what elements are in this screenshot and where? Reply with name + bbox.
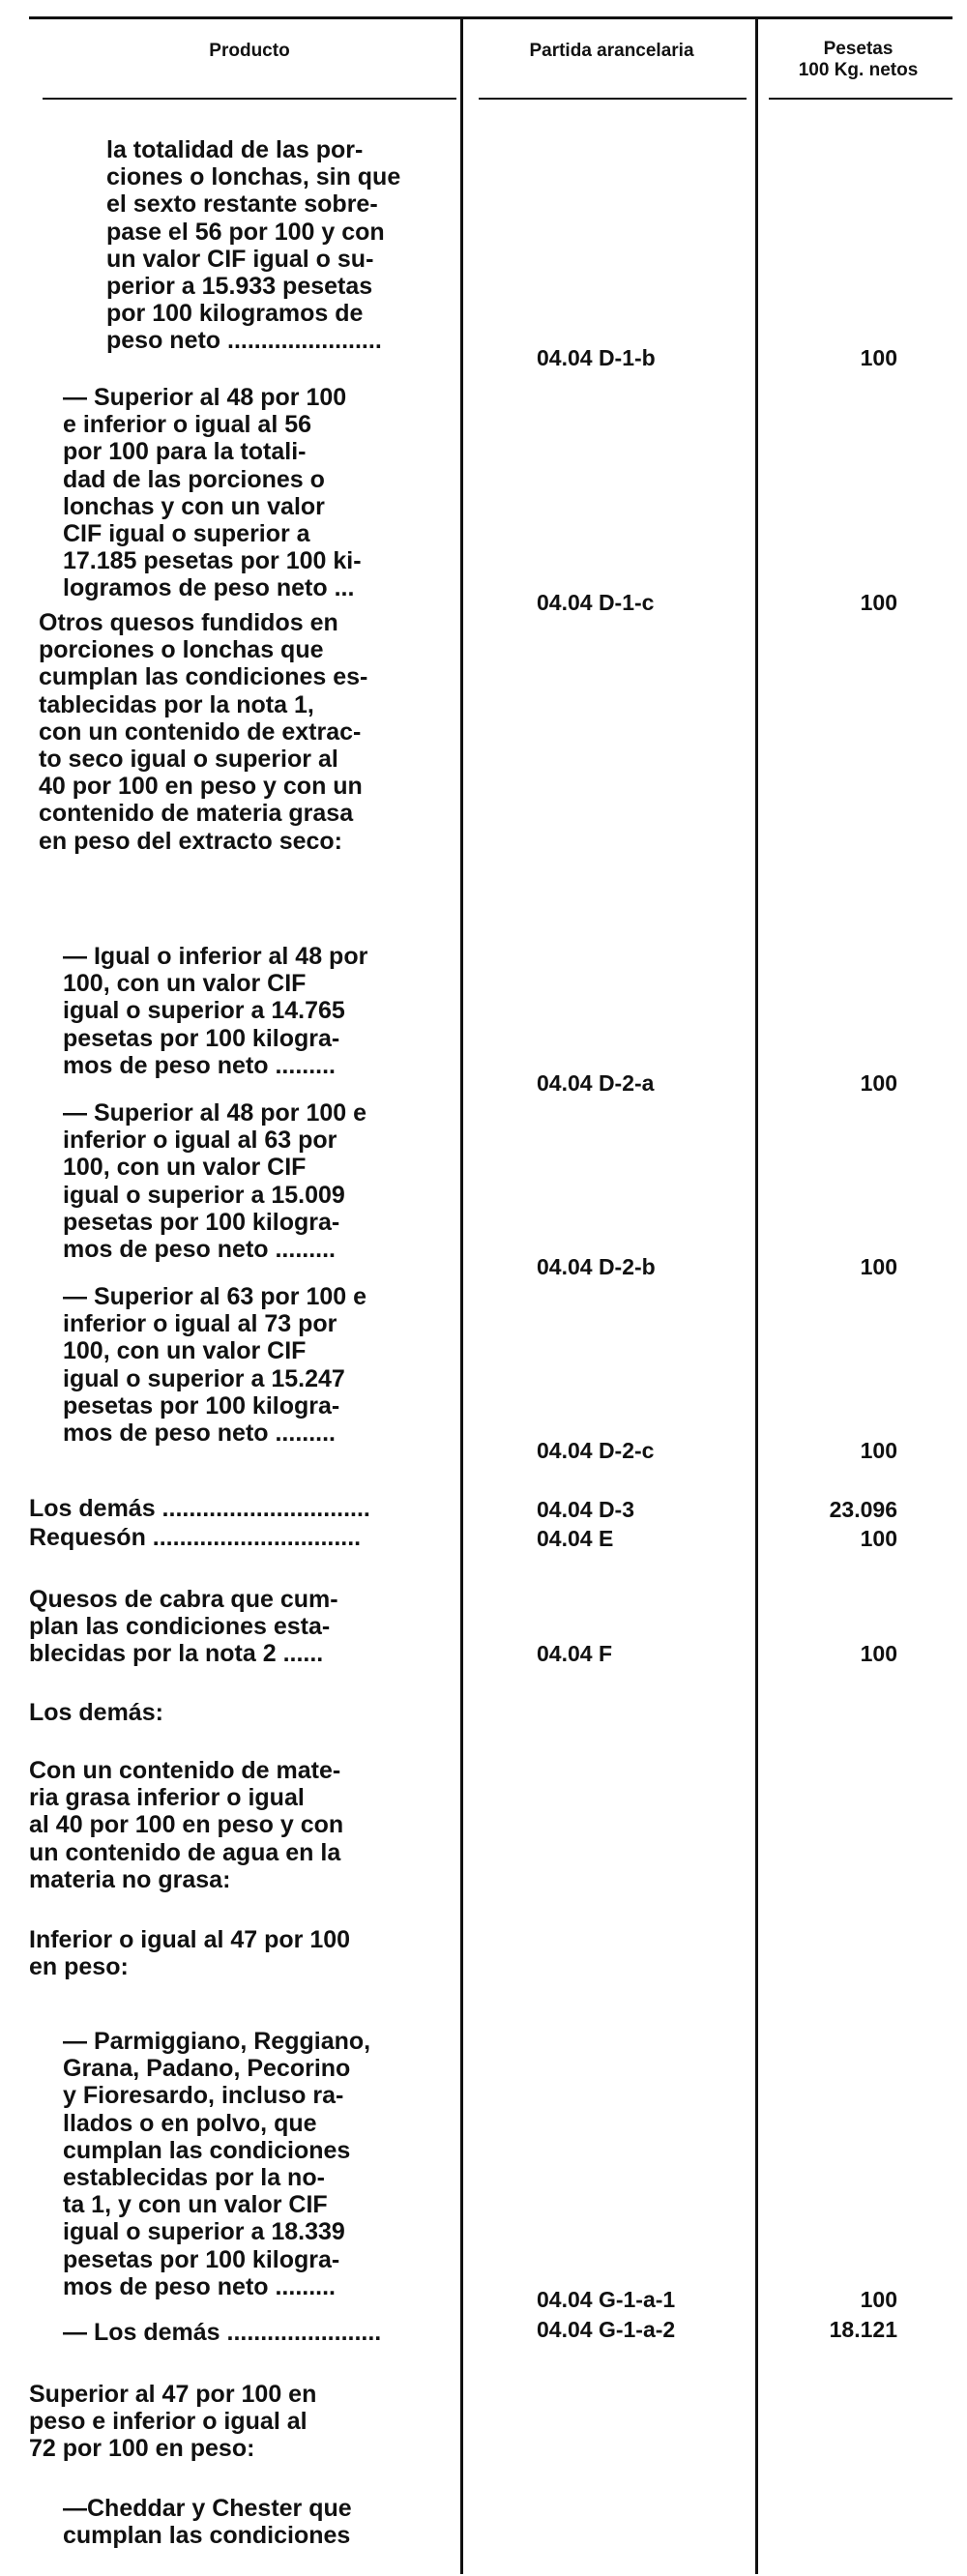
entry-line: 100, con un valor CIF: [63, 1337, 307, 1365]
entry-line: contenido de materia grasa: [39, 800, 354, 828]
entry-line: Quesos de cabra que cum-: [29, 1586, 338, 1613]
entry-line: Grana, Padano, Pecorino: [63, 2055, 351, 2083]
entry-line: el sexto restante sobre-: [106, 190, 378, 219]
rate-value-4: 100: [860, 1070, 897, 1096]
entry-line: mos de peso neto .........: [63, 1051, 336, 1079]
tariff-code-5: 04.04 D-2-b: [537, 1254, 656, 1279]
entry-line: ciones o lonchas, sin que: [106, 163, 401, 191]
entry-line: Superior al 47 por 100 en: [29, 2381, 317, 2408]
tariff-code-1: 04.04 D-1-b: [537, 345, 656, 370]
entry-7: [29, 1495, 451, 1522]
entry-line: e inferior o igual al 56: [63, 411, 312, 439]
entry-line: inferior o igual al 73 por: [63, 1310, 337, 1338]
header-pesetas-line2: 100 Kg. netos: [798, 60, 919, 80]
header-partida-arancelaria: Partida arancelaria: [529, 41, 694, 61]
entry-line: — Superior al 63 por 100 e: [63, 1283, 367, 1310]
entry-line: un contenido de agua en la: [29, 1838, 341, 1866]
entry-line: perior a 15.933 pesetas: [106, 273, 373, 301]
entry-line: pesetas por 100 kilogra-: [63, 1208, 340, 1236]
header-underline-partida: [479, 98, 747, 100]
entry-line: pesetas por 100 kilogra-: [63, 1391, 340, 1420]
rate-value-8: 100: [860, 1526, 897, 1551]
entry-line: logramos de peso neto ...: [63, 574, 355, 602]
header-underline-pesetas: [769, 98, 952, 100]
entry-line: mos de peso neto .........: [63, 1420, 336, 1448]
entry-line: en peso:: [29, 1953, 129, 1981]
entry-line: Inferior o igual al 47 por 100: [29, 1926, 351, 1953]
rate-value-2: 100: [860, 590, 897, 615]
rate-value-5: 100: [860, 1254, 897, 1279]
tariff-code-4: 04.04 D-2-a: [537, 1070, 655, 1096]
entry-line: 100, con un valor CIF: [63, 1154, 307, 1182]
entry-15: [29, 2381, 451, 2463]
entry-line: la totalidad de las por-: [106, 136, 364, 163]
header-pesetas: [764, 39, 952, 81]
entry-line: 100, con un valor CIF: [63, 970, 307, 998]
entry-line: Con un contenido de mate-: [29, 1757, 341, 1784]
entry-line: peso e inferior o igual al: [29, 2408, 308, 2436]
entry-line: — Igual o inferior al 48 por: [63, 943, 368, 970]
entry-line: un valor CIF igual o su-: [106, 245, 374, 273]
rate-value-14: 18.121: [829, 2317, 897, 2342]
entry-line: mos de peso neto .........: [63, 1236, 336, 1264]
entry-5: [63, 1099, 451, 1263]
tariff-code-8: 04.04 E: [537, 1526, 614, 1551]
entry-line: en peso del extracto seco:: [39, 827, 343, 855]
entry-line: pesetas por 100 kilogra-: [63, 2245, 340, 2273]
entry-line: igual o superior a 15.009: [63, 1181, 345, 1209]
entry-1: [106, 136, 451, 355]
table-top-rule: [29, 16, 952, 19]
entry-16: [63, 2495, 451, 2549]
entry-line: igual o superior a 18.339: [63, 2218, 345, 2246]
entry-line: y Fioresardo, incluso ra-: [63, 2082, 344, 2110]
entry-3: [39, 609, 451, 855]
entry-line: establecidas por la no-: [63, 2164, 325, 2192]
entry-14: [63, 2319, 451, 2346]
header-underline-producto: [43, 98, 456, 100]
tariff-code-6: 04.04 D-2-c: [537, 1438, 655, 1463]
entry-line: Requesón ...............................: [29, 1524, 362, 1551]
entry-line: llados o en polvo, que: [63, 2109, 317, 2137]
entry-line: CIF igual o superior a: [63, 520, 310, 548]
entry-11: [29, 1757, 451, 1893]
rate-value-13: 100: [860, 2287, 897, 2312]
entry-line: tablecidas por la nota 1,: [39, 690, 314, 718]
entry-line: dad de las porciones o: [63, 465, 325, 493]
tariff-code-7: 04.04 D-3: [537, 1497, 635, 1522]
entry-line: blecidas por la nota 2 ......: [29, 1640, 324, 1668]
header-pesetas-line1: Pesetas: [823, 39, 894, 59]
rate-value-9: 100: [860, 1641, 897, 1666]
header-producto: Producto: [209, 41, 290, 61]
entry-line: Otros quesos fundidos en: [39, 609, 338, 636]
entry-line: —Cheddar y Chester que: [63, 2495, 352, 2522]
entry-line: — Los demás .......................: [63, 2319, 382, 2346]
entry-line: igual o superior a 15.247: [63, 1364, 345, 1392]
entry-12: [29, 1926, 451, 1980]
entry-line: cumplan las condiciones: [63, 2522, 351, 2550]
entry-line: to seco igual o superior al: [39, 746, 338, 774]
entry-line: mos de peso neto .........: [63, 2272, 336, 2300]
entry-line: por 100 para la totali-: [63, 438, 307, 466]
entry-4: [63, 943, 451, 1079]
tariff-code-14: 04.04 G-1-a-2: [537, 2317, 676, 2342]
entry-10: [29, 1699, 451, 1726]
entry-6: [63, 1283, 451, 1447]
entry-2: [63, 384, 451, 602]
column-divider-2: [755, 16, 758, 2574]
tariff-code-13: 04.04 G-1-a-1: [537, 2287, 676, 2312]
tariff-code-2: 04.04 D-1-c: [537, 590, 655, 615]
entry-line: lonchas y con un valor: [63, 492, 325, 520]
entry-line: — Superior al 48 por 100 e: [63, 1099, 367, 1127]
entry-line: al 40 por 100 en peso y con: [29, 1811, 344, 1839]
entry-13: [63, 2028, 451, 2300]
entry-8: [29, 1524, 451, 1551]
entry-line: pase el 56 por 100 y con: [106, 218, 385, 246]
entry-line: peso neto .......................: [106, 327, 382, 355]
column-divider-1: [460, 16, 463, 2574]
rate-value-7: 23.096: [829, 1497, 897, 1522]
entry-line: ta 1, y con un valor CIF: [63, 2191, 328, 2219]
entry-line: inferior o igual al 63 por: [63, 1127, 337, 1155]
entry-line: ria grasa inferior o igual: [29, 1784, 305, 1812]
rate-value-6: 100: [860, 1438, 897, 1463]
entry-line: porciones o lonchas que: [39, 636, 324, 664]
entry-line: materia no grasa:: [29, 1865, 231, 1893]
entry-line: 40 por 100 en peso y con un: [39, 773, 363, 801]
entry-9: [29, 1586, 451, 1668]
entry-line: 17.185 pesetas por 100 ki-: [63, 547, 362, 575]
entry-line: igual o superior a 14.765: [63, 997, 345, 1025]
entry-line: cumplan las condiciones: [63, 2136, 351, 2164]
rate-value-1: 100: [860, 345, 897, 370]
entry-line: — Superior al 48 por 100: [63, 384, 347, 411]
entry-line: con un contenido de extrac-: [39, 717, 362, 746]
entry-line: pesetas por 100 kilogra-: [63, 1024, 340, 1052]
tariff-code-9: 04.04 F: [537, 1641, 612, 1666]
entry-line: cumplan las condiciones es-: [39, 663, 368, 691]
entry-line: Los demás ...............................: [29, 1495, 370, 1522]
entry-line: 72 por 100 en peso:: [29, 2435, 255, 2463]
entry-line: Los demás:: [29, 1699, 163, 1726]
entry-line: — Parmiggiano, Reggiano,: [63, 2028, 371, 2055]
entry-line: plan las condiciones esta-: [29, 1613, 331, 1641]
entry-line: por 100 kilogramos de: [106, 300, 364, 328]
